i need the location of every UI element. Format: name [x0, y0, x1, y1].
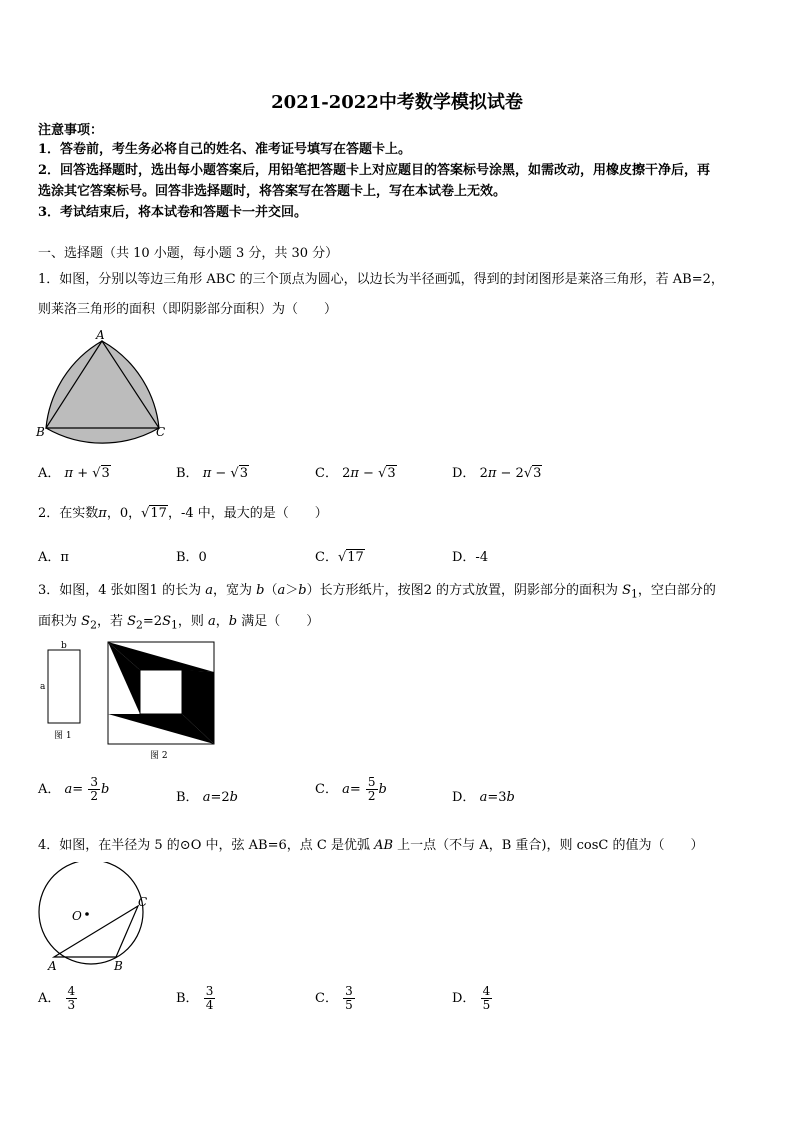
notice-item-2: 2．回答选择题时，选出每小题答案后，用铅笔把答题卡上对应题目的答案标号涂黑，如需改动，用橡皮擦干净后，再 [38, 163, 711, 178]
q3-text-line1: 3．如图，4 张如图1 的长为 a，宽为 b（a＞b）长方形纸片，按图2 的方式放置，阴影部分的面积为 $S_1$，空白部分的 [38, 583, 716, 601]
q4-text: 4．如图，在半径为 5 的⊙O 中，弦 AB=6，点 C 是优弧 AB 上一点（不与 A，B 重合)，则 cosC 的值为（ ） [38, 838, 704, 853]
page-title: 2021-2022中考数学模拟试卷 [271, 92, 523, 113]
q2-text-lead: 2．在实数 [38, 506, 99, 521]
q1-text-line1: 1．如图，分别以等边三角形 ABC 的三个顶点为圆心，以边长为半径画弧，得到的封闭图形是莱洛三角形，若 AB=2， [38, 272, 724, 287]
q3-option-d-letter: D． [452, 790, 476, 805]
q4-option-b-letter: B． [176, 991, 199, 1006]
q4-option-b[interactable]: B． $\frac{3}{4}$ [176, 984, 214, 1012]
q4-label-o: O [72, 909, 82, 923]
q1-label-b: B [36, 425, 45, 439]
notice-item-1: 1．答卷前，考生务必将自己的姓名、准考证号填写在答题卡上。 [38, 142, 412, 157]
q4-option-a[interactable]: A． $\frac{4}{3}$ [38, 984, 76, 1012]
q1-option-c[interactable]: C． 2π − √3 [315, 466, 396, 481]
q3-text-line2: 面积为 $S_2$，若 $S_2=2S_1$，则 a，b 满足（ ） [38, 614, 320, 632]
q3-fig1-caption: 图 1 [54, 731, 72, 741]
q1-option-c-letter: C． [315, 466, 338, 481]
q4-label-a: A [48, 959, 57, 973]
q1-option-b[interactable]: B． π − √3 [176, 466, 248, 481]
q4-option-c-letter: C． [315, 991, 338, 1006]
q3-option-d[interactable]: D． a=3b [452, 790, 515, 805]
q2-option-a[interactable]: A．π [38, 550, 69, 565]
q3-fig1-label-a: a [40, 682, 46, 692]
q1-option-a[interactable]: A． π + √3 [38, 466, 110, 481]
q4-circle-figure [34, 862, 154, 974]
notice-heading: 注意事项： [38, 123, 104, 138]
q1-label-a: A [96, 328, 105, 342]
reuleaux-triangle-figure [34, 328, 174, 446]
q3-figures [36, 640, 236, 765]
q3-text-lead2: 面积为 [38, 614, 78, 629]
q2-option-d[interactable]: D．-4 [452, 550, 489, 565]
notice-item-2-cont: 选涂其它答案标号。回答非选择题时，将答案写在答题卡上，写在本试卷上无效。 [38, 184, 507, 199]
q3-option-c-letter: C． [315, 782, 338, 797]
q1-label-c: C [156, 425, 166, 439]
q3-option-a[interactable]: A． a= $\frac{3}{2}$ b [38, 775, 110, 803]
q3-option-a-letter: A． [38, 782, 61, 797]
section-heading: 一、选择题（共 10 小题，每小题 3 分，共 30 分） [38, 246, 339, 261]
q3-option-c[interactable]: C． a= $\frac{5}{2}$ b [315, 775, 387, 803]
q2-text: 2．在实数π，0，√17，-4 中，最大的是（ ） [38, 506, 328, 521]
q1-text-line2: 则莱洛三角形的面积（即阴影部分面积）为（ ） [38, 302, 338, 317]
q4-option-c[interactable]: C． $\frac{3}{5}$ [315, 984, 353, 1012]
q2-option-c-letter: C． [315, 550, 338, 565]
q3-option-b[interactable]: B． a=2b [176, 790, 238, 805]
q2-option-c[interactable]: C．√17 [315, 550, 364, 565]
q4-option-d-letter: D． [452, 991, 476, 1006]
q3-fig1-label-b: b [61, 641, 67, 651]
q3-fig2-caption: 图 2 [150, 751, 168, 761]
q1-option-d[interactable]: D． 2π − 2√3 [452, 466, 542, 481]
q4-text-lead: 4．如图，在半径为 5 的⊙O 中，弦 AB=6，点 C 是优弧 [38, 838, 370, 853]
q4-option-d[interactable]: D． $\frac{4}{5}$ [452, 984, 491, 1012]
q3-option-b-letter: B． [176, 790, 199, 805]
q3-text-lead: 3．如图，4 张如图1 的长为 [38, 583, 202, 598]
q1-option-d-letter: D． [452, 466, 476, 481]
q1-option-b-letter: B． [176, 466, 199, 481]
q1-option-a-letter: A． [38, 466, 61, 481]
q4-option-a-letter: A． [38, 991, 61, 1006]
q4-label-b: B [114, 959, 123, 973]
notice-item-3: 3．考试结束后，将本试卷和答题卡一并交回。 [38, 205, 308, 220]
q2-option-b[interactable]: B．0 [176, 550, 207, 565]
q4-label-c: C [138, 895, 148, 909]
